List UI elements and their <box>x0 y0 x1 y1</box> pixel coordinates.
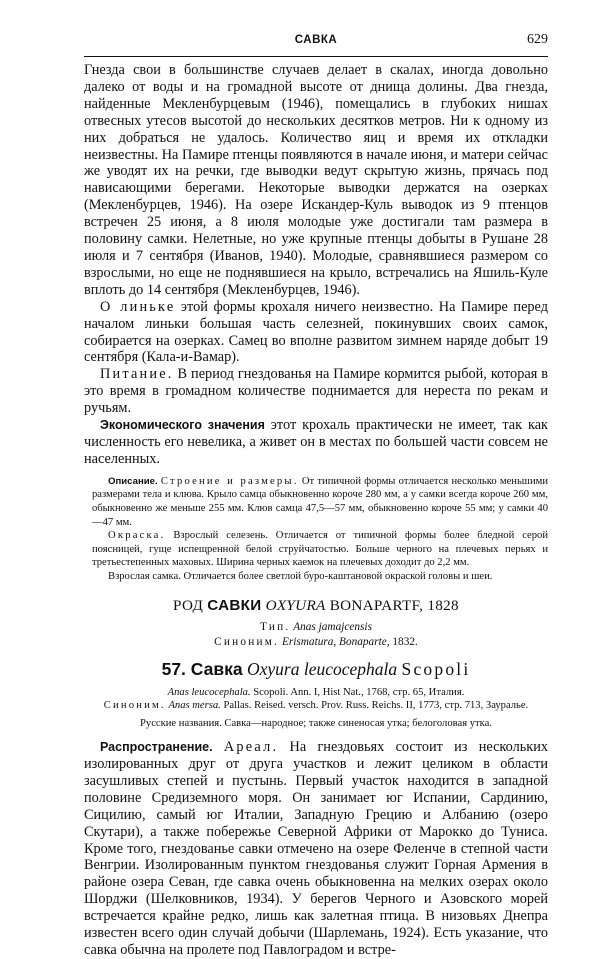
distribution-paragraph <box>84 739 548 959</box>
description-lead: Описание. <box>108 475 158 487</box>
type-value: Anas jamajcensis <box>293 620 372 633</box>
synonym-2-text: Pallas. Reised. versch. Prov. Russ. Reichs. II, 1773, стр. 713, Зауралье. <box>220 699 529 711</box>
species-latin: Oxyura leucocephala <box>247 658 398 679</box>
genus-type-block <box>84 620 548 650</box>
food-lead: Питание. <box>100 366 174 383</box>
page-header <box>84 34 548 57</box>
description-section <box>92 475 548 584</box>
distribution-lead: Распространение. <box>100 740 213 755</box>
female-paragraph: Взрослая самка. Отличается более светлой буро-каштановой окраской головы и шеи. <box>108 570 493 582</box>
species-synonyms <box>84 686 548 731</box>
russian-names: Русские названия. Савка—народное; также синеносая утка; белоголовая утка. <box>140 717 492 729</box>
distribution-section <box>84 739 548 959</box>
genus-author: BONAPARTF, 1828 <box>325 596 459 614</box>
page-number: 629 <box>527 32 548 47</box>
structure-text: От типичной формы отличается несколько меньшими размерами тела и клюва. Крыло самца обыкновенно короче 280 мм, а у самки всегда короче 260 мм, обыкновенно же меньше 255 мм. Клюв самца 47,5—57 мм, обыкновенно короче 55 мм; у самки 40—47 мм. <box>92 475 549 528</box>
molt-paragraph <box>84 299 548 367</box>
molt-lead: О линьке <box>100 298 176 315</box>
species-number-name: 57. Савка <box>161 658 243 679</box>
genus-heading <box>84 597 548 615</box>
distribution-text: На гнездовьях состоит из нескольких изолированных друг от друга участков и лежит целиком в области засушливых степей и пустынь. Первый участок находится в западной половине Средиземного моря. Он занимает юг Испании, Сардинию, Сицилию, самый юг Италии, Западную Грецию и Албанию (озеро Скутари), а также побережье Северной Африки от Марокко до Туниса. Кроме того, гнездованье савки отмечено на озере Феленче в степной части Венгрии. Изолированным пунктом гнездованья служит Горная Армения в районе озера Севан, где савка очень обыкновенна на мелких озерах около Шорджи (Шелковников, 1934). У берегов Черного и Азовского морей встречается крайне редко, лишь как залетная птица. В низовьях Днепра известен всего один случай добычи (Шарлемань, 1924). Есть указание, что савка обычна на пролете под Павлоградом и встре- <box>84 739 548 958</box>
structure-paragraph <box>92 475 548 529</box>
species-heading <box>84 659 548 680</box>
range-label: Ареал. <box>223 739 279 756</box>
book-page <box>84 34 548 959</box>
synonym-1-text: Scopoli. Ann. I, Hist Nat., 1768, стр. 65, Италия. <box>250 686 465 698</box>
genus-prefix: РОД <box>173 596 208 614</box>
genus-latin: OXYURA <box>265 596 326 614</box>
synonym-1 <box>84 686 548 699</box>
food-paragraph <box>84 366 548 417</box>
synonym-2-label: Синоним. <box>103 699 166 711</box>
type-line <box>84 620 548 635</box>
synonym-1-name: Anas leucocephala. <box>167 686 251 698</box>
synonym-2-name: Anas mersa. <box>168 699 221 711</box>
synonym-2 <box>84 699 548 712</box>
structure-label: Строение и размеры. <box>160 475 299 487</box>
color-paragraph <box>92 529 548 570</box>
color-label: Окраска. <box>108 530 166 542</box>
nesting-paragraph: Гнезда свои в большинстве случаев делает в скалах, иногда довольно далеко от воды и на громадной высоте от днища долины. Два гнезда, найденные Мекленбурцевым (1946), помещались в глубоких нишах отвесных утесов высотой до нескольких десятков метров. Ни к одному из них добраться не удалось. Количество яиц и время их откладки неизвестны. На Памире птенцы появляются в начале июня, и матери сейчас же уводят их на речки, где выводки ведут скрытую жизнь, прячась под нависающими берегами. Некоторые выводки держатся на озерках (Мекленбурцев, 1946). На озере Искандер-Куль выводок из 9 птенцов встречен 25 июня, а 8 июля молодые уже достигали там размера в половину самки. Нелетные, но уже крупные птенцы добыты в Рушане 28 июля и 7 сентября (Иванов, 1940). Молодые, сравнявшиеся размером со взрослыми, но еще не поднявшиеся на крыло, встречались на Яшиль-Куле вплоть до 14 сентября (Мекленбурцев, 1946). <box>84 62 548 298</box>
synonym-line <box>84 635 548 650</box>
economic-text: этот крохаль практически не имеет, так как численность его невелика, а живет он в местах по большей части совсем не населенных. <box>84 417 548 467</box>
synonym-value: Erismatura, Bonaparte, <box>281 635 390 648</box>
economic-lead: Экономического значения <box>100 418 265 433</box>
economic-paragraph <box>84 417 548 468</box>
genus-name: САВКИ <box>207 596 262 614</box>
running-title: САВКА <box>294 34 338 46</box>
synonym-year: 1832. <box>389 635 418 648</box>
type-label: Тип. <box>260 620 291 633</box>
synonym-label: Синоним. <box>214 635 280 648</box>
food-text: В период гнездованья на Памире кормится рыбой, которая в это время в громадном количестве поднимается для нереста по рекам и ручьям. <box>84 366 548 417</box>
species-author: Scopoli <box>401 658 471 679</box>
color-text: Взрослый селезень. Отличается от типичной формы более бледной серой поясницей, гуще испещренной белой струйчатостью. Больше черного на плечевых перьях и третьестепенных маховых. Ширина черных каемок на плечевых доходит до 2,2 мм. <box>92 530 548 569</box>
main-text <box>84 62 548 468</box>
molt-text: этой формы крохаля ничего неизвестно. На Памире перед началом линьки большая часть селезней, покинувших своих самок, собирается на озерках. Самец во вполне развитом зимнем наряде добыт 19 сентября (Кала-и-Вамар). <box>84 298 548 366</box>
